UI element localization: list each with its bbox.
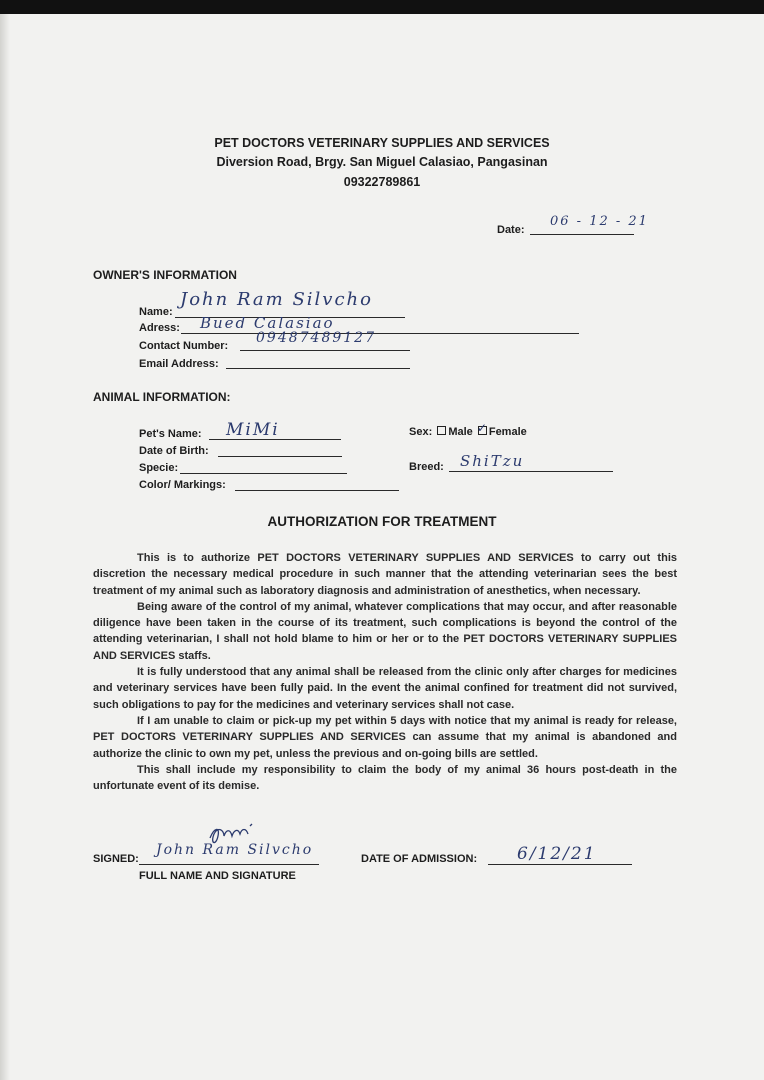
owner-name-label: Name: bbox=[139, 306, 173, 318]
animal-heading: ANIMAL INFORMATION: bbox=[93, 390, 231, 404]
owner-email-line bbox=[226, 368, 410, 369]
signed-label: SIGNED: bbox=[93, 853, 139, 865]
auth-paragraph-4: If I am unable to claim or pick-up my pet within 5 days with notice that my animal is ready for release, PET DOCTORS VETERINARY SUPPLIES AND SERVICES can assume that my animal is abandoned and authorize the clinic to own my pet, unless the previous and on-going bills are settled. bbox=[93, 714, 677, 760]
owner-address-value: Bued Calasiao bbox=[200, 314, 335, 332]
owner-contact-line bbox=[240, 350, 410, 351]
signed-name-value: John Ram Silvcho bbox=[156, 842, 314, 858]
handwritten-signature bbox=[206, 818, 266, 848]
owner-name-value: John Ram Silvcho bbox=[180, 289, 373, 310]
sex-female-label: Female bbox=[488, 426, 527, 438]
pet-name-label: Pet's Name: bbox=[139, 428, 202, 440]
date-value: 06 - 12 - 21 bbox=[550, 214, 649, 229]
auth-paragraph-1: This is to authorize PET DOCTORS VETERINARY SUPPLIES AND SERVICES to carry out this discretion the necessary medical procedure in such manner that the attending veterinarian sees the best treatment of my animal such as laboratory diagnosis and administration of anesthetics, when necessary. bbox=[93, 552, 677, 597]
scan-top-edge bbox=[0, 0, 764, 14]
color-line bbox=[235, 490, 399, 491]
sex-label: Sex: bbox=[409, 426, 433, 438]
signed-line bbox=[139, 864, 319, 865]
scan-shadow bbox=[0, 14, 10, 1080]
admission-value: 6/12/21 bbox=[517, 844, 597, 864]
admission-label: DATE OF ADMISSION: bbox=[361, 853, 478, 865]
owner-address-line bbox=[181, 333, 579, 334]
sex-female-checkbox[interactable] bbox=[476, 421, 487, 435]
dob-label: Date of Birth: bbox=[139, 445, 209, 457]
pet-name-value: MiMi bbox=[226, 420, 280, 440]
admission-line bbox=[488, 864, 632, 865]
business-address: Diversion Road, Brgy. San Miguel Calasiao, Pangasinan bbox=[216, 155, 548, 169]
auth-paragraph-3: It is fully understood that any animal shall be released from the clinic only after charges for medicines and veterinary services have been fully paid. In the event the animal confined for treatment did not survived, such obligations to pay for the medicines and veterinary services shall not case. bbox=[93, 666, 677, 711]
business-name: PET DOCTORS VETERINARY SUPPLIES AND SERVICES bbox=[214, 136, 550, 150]
dob-line bbox=[218, 456, 342, 457]
date-line bbox=[530, 234, 634, 235]
sex-male-checkbox[interactable] bbox=[437, 426, 446, 435]
owner-address-label: Adress: bbox=[139, 322, 180, 334]
specie-line bbox=[180, 473, 347, 474]
color-label: Color/ Markings: bbox=[139, 479, 226, 491]
sex-field bbox=[409, 421, 527, 438]
breed-label: Breed: bbox=[409, 461, 444, 473]
specie-label: Specie: bbox=[139, 462, 179, 474]
auth-paragraph-5: This shall include my responsibility to claim the body of my animal 36 hours post-death in the unfortunate event of its demise. bbox=[93, 763, 677, 793]
owner-email-label: Email Address: bbox=[139, 358, 219, 370]
document-page bbox=[0, 14, 764, 1080]
breed-line bbox=[449, 471, 613, 472]
authorization-title: AUTHORIZATION FOR TREATMENT bbox=[267, 514, 497, 529]
authorization-body bbox=[93, 550, 677, 794]
owner-contact-value: 09487489127 bbox=[256, 330, 376, 346]
check-mark-icon: ✓ bbox=[476, 421, 487, 435]
business-phone: 09322789861 bbox=[343, 175, 421, 189]
sex-male-label: Male bbox=[448, 426, 473, 438]
owner-heading: OWNER'S INFORMATION bbox=[93, 268, 237, 282]
owner-contact-label: Contact Number: bbox=[139, 340, 229, 352]
auth-paragraph-2: Being aware of the control of my animal, whatever complications that may occur, and after reasonable diligence have been taken in the course of its treatment, such complications is beyond the control of the attending veterinarian, I shall not hold blame to him or her or to the PET DOCTORS VETERINARY SUPPLIES AND SERVICES staffs. bbox=[93, 600, 677, 662]
date-label: Date: bbox=[497, 224, 525, 236]
breed-value: ShiTzu bbox=[460, 452, 525, 470]
signature-caption: FULL NAME AND SIGNATURE bbox=[139, 870, 296, 882]
